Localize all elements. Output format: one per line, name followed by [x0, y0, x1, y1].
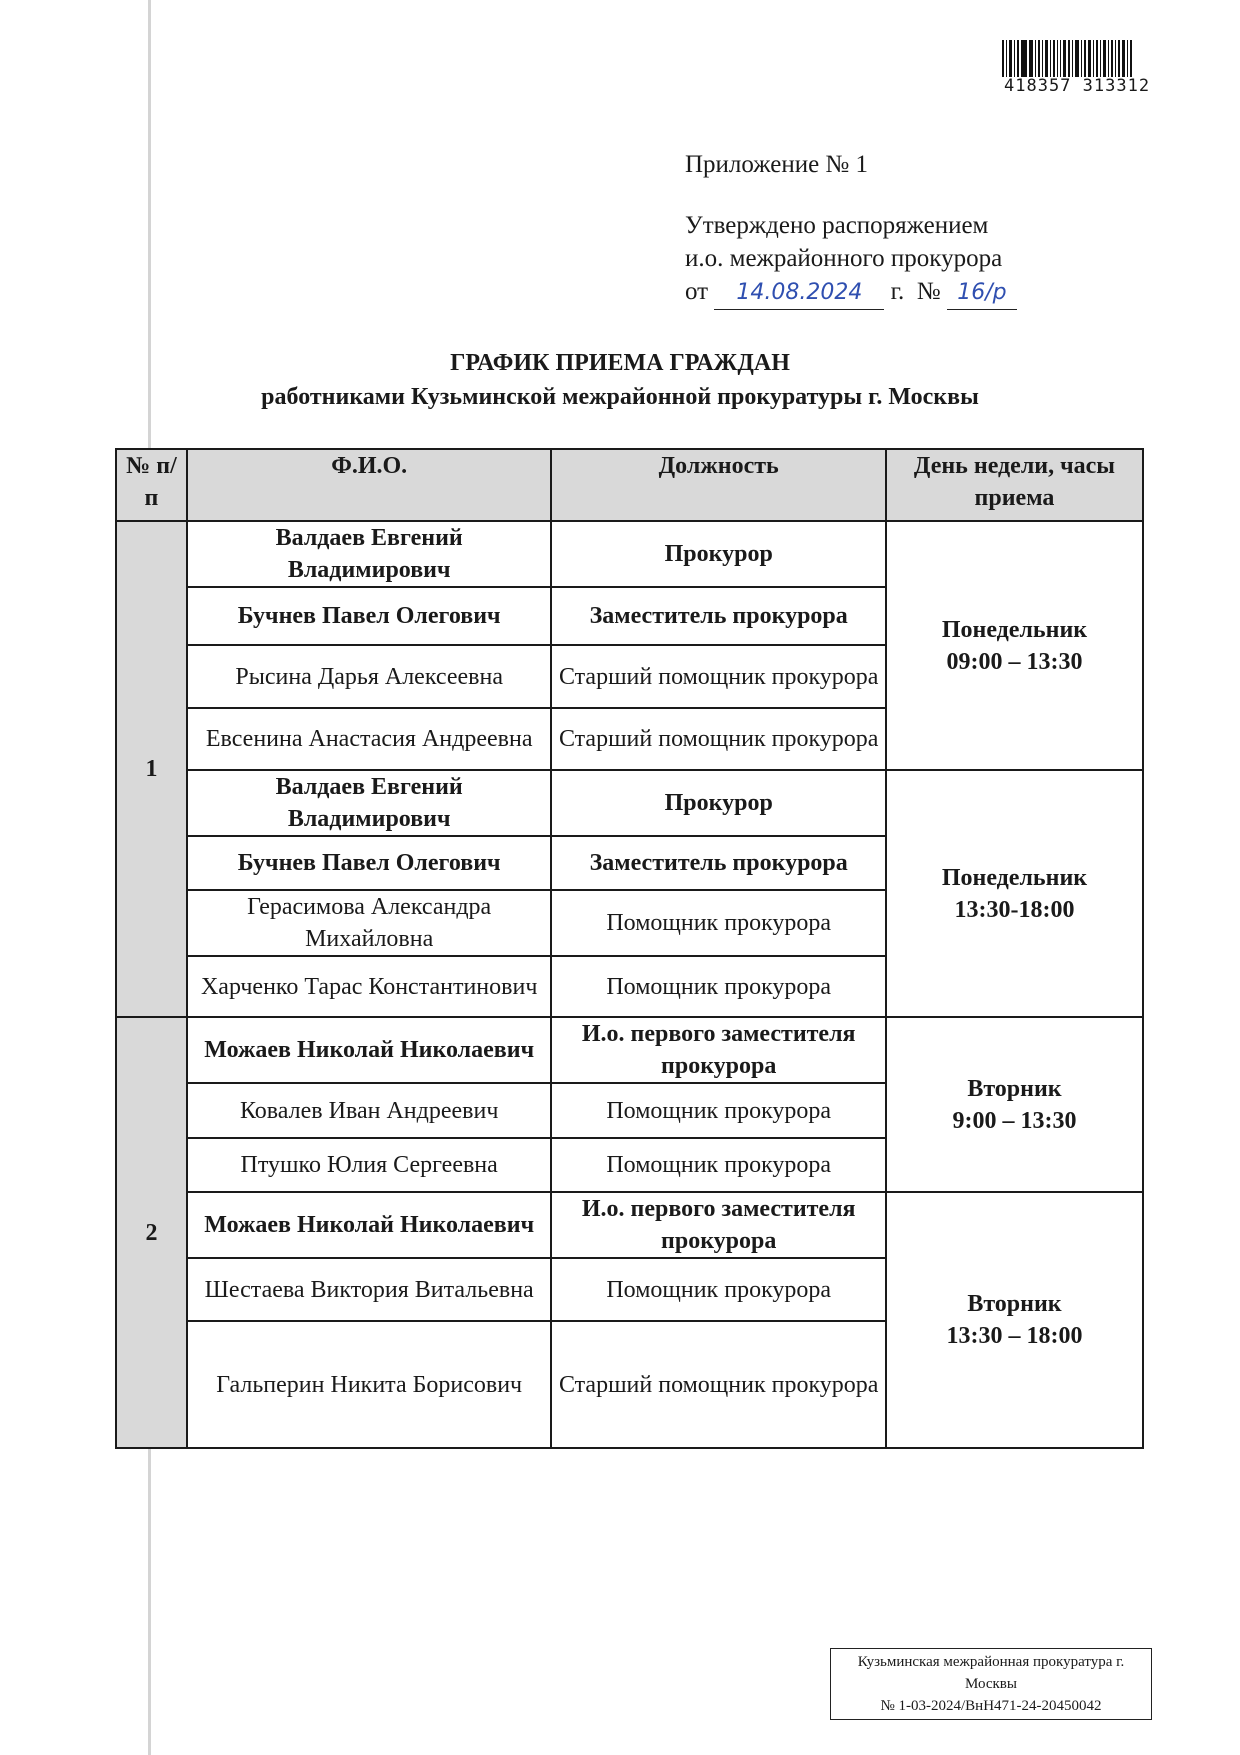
approval-line-3 [685, 275, 1017, 310]
name-cell: Ковалев Иван Андреевич [187, 1083, 552, 1138]
schedule-table [115, 448, 1144, 1449]
position-cell: Помощник прокурора [551, 956, 885, 1017]
name-cell: Можаев Николай Николаевич [187, 1017, 552, 1083]
position-cell: Помощник прокурора [551, 1138, 885, 1192]
position-cell: Заместитель прокурора [551, 587, 885, 645]
position-cell: Старший помощник прокурора [551, 708, 885, 770]
hours-label: 13:30-18:00 [954, 896, 1075, 923]
name-cell: Бучнев Павел Олегович [187, 836, 552, 890]
name-cell: Валдаев Евгений Владимирович [187, 521, 552, 587]
position-cell: Старший помощник прокурора [551, 645, 885, 708]
position-cell: Старший помощник прокурора [551, 1321, 885, 1448]
year-suffix: г. [890, 278, 905, 305]
header-name: Ф.И.О. [187, 449, 552, 521]
name-cell: Шестаева Виктория Витальевна [187, 1258, 552, 1321]
name-cell: Герасимова Александра Михайловна [187, 890, 552, 956]
day-label: Понедельник [941, 616, 1088, 643]
name-cell: Бучнев Павел Олегович [187, 587, 552, 645]
position-cell: Заместитель прокурора [551, 836, 885, 890]
table-header-row [116, 449, 1143, 521]
appendix-label: Приложение № 1 [685, 151, 869, 178]
table-row [116, 1192, 1143, 1258]
name-cell: Гальперин Никита Борисович [187, 1321, 552, 1448]
hours-label: 13:30 – 18:00 [946, 1323, 1083, 1349]
position-cell: Помощник прокурора [551, 1083, 885, 1138]
header-position: Должность [551, 449, 885, 521]
name-cell: Евсенина Анастасия Андреевна [187, 708, 552, 770]
position-cell: Помощник прокурора [551, 1258, 885, 1321]
approval-line-2: и.о. межрайонного прокурора [685, 245, 1003, 272]
day-hours-cell [886, 770, 1143, 1017]
name-cell: Можаев Николай Николаевич [187, 1192, 552, 1258]
table-row [116, 770, 1143, 836]
name-cell: Рысина Дарья Алексеевна [187, 645, 552, 708]
table-row [116, 521, 1143, 587]
number-label: № [916, 278, 941, 305]
day-hours-cell [886, 521, 1143, 770]
position-cell: Прокурор [551, 770, 885, 836]
registration-stamp [830, 1648, 1152, 1720]
page-subtitle: работниками Кузьминской межрайонной прокуратуры г. Москвы [261, 384, 979, 410]
day-label: Вторник [967, 1075, 1062, 1102]
group-number: 1 [116, 521, 187, 1017]
header-number: № п/п [116, 449, 187, 521]
handwritten-date: 14.08.2024 [714, 276, 884, 310]
name-cell: Валдаев Евгений Владимирович [187, 770, 552, 836]
day-hours-cell [886, 1192, 1143, 1448]
position-cell: И.о. первого заместителя прокурора [551, 1192, 885, 1258]
barcode [1002, 40, 1174, 96]
barcode-number: 418357 313312 [1004, 76, 1151, 96]
stamp-line-1: Кузьминская межрайонная прокуратура г. [857, 1654, 1125, 1670]
from-label: от [685, 278, 709, 305]
table-row [116, 1017, 1143, 1083]
approval-line-1: Утверждено распоряжением [685, 212, 989, 239]
approval-block [685, 148, 1017, 310]
hours-label: 9:00 – 13:30 [952, 1107, 1077, 1134]
group-number: 2 [116, 1017, 187, 1448]
hours-label: 09:00 – 13:30 [946, 648, 1083, 675]
position-cell: Помощник прокурора [551, 890, 885, 956]
day-hours-cell [886, 1017, 1143, 1192]
name-cell: Харченко Тарас Константинович [187, 956, 552, 1017]
barcode-bars [1002, 40, 1174, 78]
position-cell: Прокурор [551, 521, 885, 587]
stamp-line-2: Москвы [965, 1676, 1017, 1692]
page-title: ГРАФИК ПРИЕМА ГРАЖДАН [450, 350, 790, 376]
day-label: Понедельник [941, 864, 1088, 891]
handwritten-order-number: 16/р [947, 276, 1017, 310]
name-cell: Птушко Юлия Сергеевна [187, 1138, 552, 1192]
position-cell: И.о. первого заместителя прокурора [551, 1017, 885, 1083]
stamp-line-3: № 1-03-2024/ВнН471-24-20450042 [880, 1698, 1102, 1714]
header-day-hours: День недели, часы приема [886, 449, 1143, 521]
day-label: Вторник [967, 1291, 1062, 1317]
